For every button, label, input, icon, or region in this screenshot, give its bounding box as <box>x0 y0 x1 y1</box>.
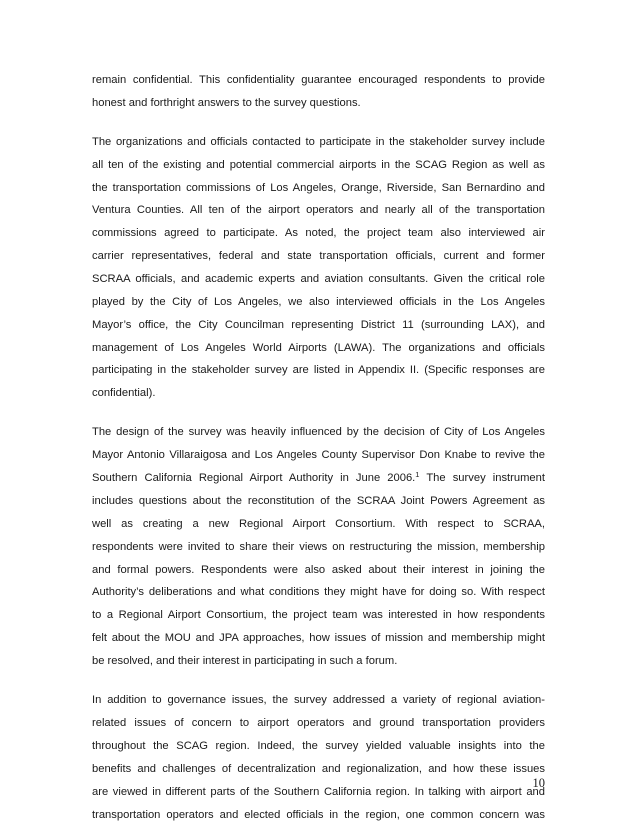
p2-line-1: The organizations and officials contacted to participate in the stakeholder survey include <box>92 136 545 148</box>
p2-line-6: carrier representatives, federal and state transportation officials, current and former <box>92 250 545 262</box>
p3-line-2: Mayor Antonio Villaraigosa and Los Angeles County Supervisor Don Knabe to revive the <box>92 449 545 461</box>
p3-line-8: Authority’s deliberations and what conditions they might have for doing so. With respect <box>92 586 545 598</box>
page-number: 10 <box>532 776 545 790</box>
p4-line-1: In addition to governance issues, the survey addressed a variety of regional aviation- <box>92 694 545 706</box>
p4-line-2: related issues of concern to airport operators and ground transportation providers <box>92 717 545 729</box>
p3-line-9: to a Regional Airport Consortium, the project team was interested in how respondents <box>92 609 545 621</box>
p3-line-3 <box>92 469 545 487</box>
p4-line-5: are viewed in different parts of the Southern California region. In talking with airport and <box>92 786 545 798</box>
p3-line-11: be resolved, and their interest in participating in such a forum. <box>92 655 398 667</box>
p4-line-4: benefits and challenges of decentralization and regionalization, and how these issues <box>92 763 545 775</box>
p3-line-6: respondents were invited to share their views on restructuring the mission, membership <box>92 541 545 553</box>
p2-line-2: all ten of the existing and potential commercial airports in the SCAG Region as well as <box>92 159 545 171</box>
p2-line-7: SCRAA officials, and academic experts and aviation consultants. Given the critical role <box>92 273 545 285</box>
p1-line-2: honest and forthright answers to the survey questions. <box>92 97 361 109</box>
p3-line-3-tail: The survey instrument <box>419 472 545 484</box>
p3-line-10: felt about the MOU and JPA approaches, how issues of mission and membership might <box>92 632 545 644</box>
p2-line-3: the transportation commissions of Los Angeles, Orange, Riverside, San Bernardino and <box>92 182 545 194</box>
p2-line-12: confidential). <box>92 387 156 399</box>
p3-line-5: well as creating a new Regional Airport Consortium. With respect to SCRAA, <box>92 518 545 530</box>
p2-line-10: management of Los Angeles World Airports (LAWA). The organizations and officials <box>92 342 545 354</box>
p2-line-4: Ventura Counties. All ten of the airport operators and nearly all of the transportation <box>92 204 545 216</box>
footnote-reference: 1 <box>415 470 420 479</box>
p2-line-8: played by the City of Los Angeles, we also interviewed officials in the Los Angeles <box>92 296 545 308</box>
p3-line-3-text: Southern California Regional Airport Authority in June 2006. <box>92 472 416 484</box>
p4-line-3: throughout the SCAG region. Indeed, the survey yielded valuable insights into the <box>92 740 545 752</box>
p1-line-1: remain confidential. This confidentiality guarantee encouraged respondents to provide <box>92 74 545 86</box>
p4-line-6: transportation operators and elected officials in the region, one common concern was <box>92 809 545 821</box>
p2-line-11: participating in the stakeholder survey are listed in Appendix II. (Specific responses are <box>92 364 545 376</box>
p3-line-1: The design of the survey was heavily influenced by the decision of City of Los Angeles <box>92 426 545 438</box>
p3-line-4: includes questions about the reconstitution of the SCRAA Joint Powers Agreement as <box>92 495 545 507</box>
p2-line-5: commissions agreed to participate. As noted, the project team also interviewed air <box>92 227 545 239</box>
p2-line-9: Mayor’s office, the City Councilman representing District 11 (surrounding LAX), and <box>92 319 545 331</box>
p3-line-7: and formal powers. Respondents were also asked about their interest in joining the <box>92 564 545 576</box>
